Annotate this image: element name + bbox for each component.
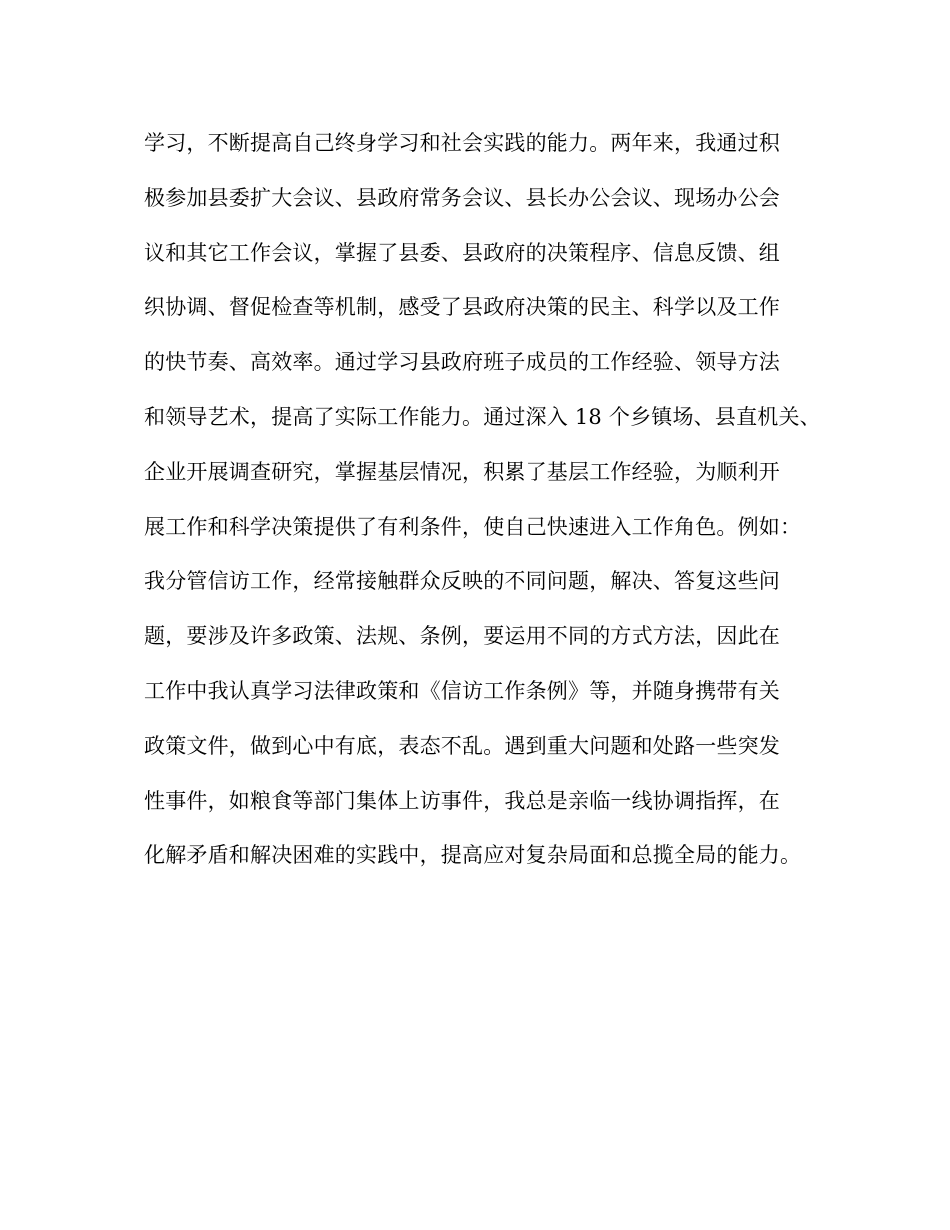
- text-line-1: 学习，不断提高自己终身学习和社会实践的能力。两年来，我通过积: [144, 131, 780, 155]
- text-line-4: 织协调、督促检查等机制，感受了县政府决策的民主、科学以及工作: [144, 295, 780, 320]
- text-line-12: 政策文件，做到心中有底，表态不乱。遇到重大问题和处路一些突发: [144, 733, 780, 758]
- text-line-6: 和领导艺术，提高了实际工作能力。通过深入 18 个乡镇场、县直机关、: [144, 404, 821, 429]
- text-line-7: 企业开展调查研究，掌握基层情况，积累了基层工作经验，为顺利开: [144, 459, 780, 484]
- text-line-2: 极参加县委扩大会议、县政府常务会议、县长办公会议、现场办公会: [144, 185, 780, 210]
- text-line-13: 性事件，如粮食等部门集体上访事件，我总是亲临一线协调指挥，在: [144, 788, 780, 813]
- text-line-5: 的快节奏、高效率。通过学习县政府班子成员的工作经验、领导方法: [144, 350, 780, 375]
- text-line-14: 化解矛盾和解决困难的实践中，提高应对复杂局面和总揽全局的能力。: [144, 843, 802, 868]
- text-line-9: 我分管信访工作，经常接触群众反映的不同问题，解决、答复这些问: [144, 569, 780, 594]
- body-text: [144, 128, 834, 895]
- text-line-8: 展工作和科学决策提供了有利条件，使自己快速进入工作角色。例如：: [144, 514, 802, 539]
- text-line-10: 题，要涉及许多政策、法规、条例，要运用不同的方式方法，因此在: [144, 624, 780, 649]
- text-line-3: 议和其它工作会议，掌握了县委、县政府的决策程序、信息反馈、组: [144, 240, 780, 265]
- text-line-11: 工作中我认真学习法律政策和《信访工作条例》等，并随身携带有关: [144, 678, 780, 703]
